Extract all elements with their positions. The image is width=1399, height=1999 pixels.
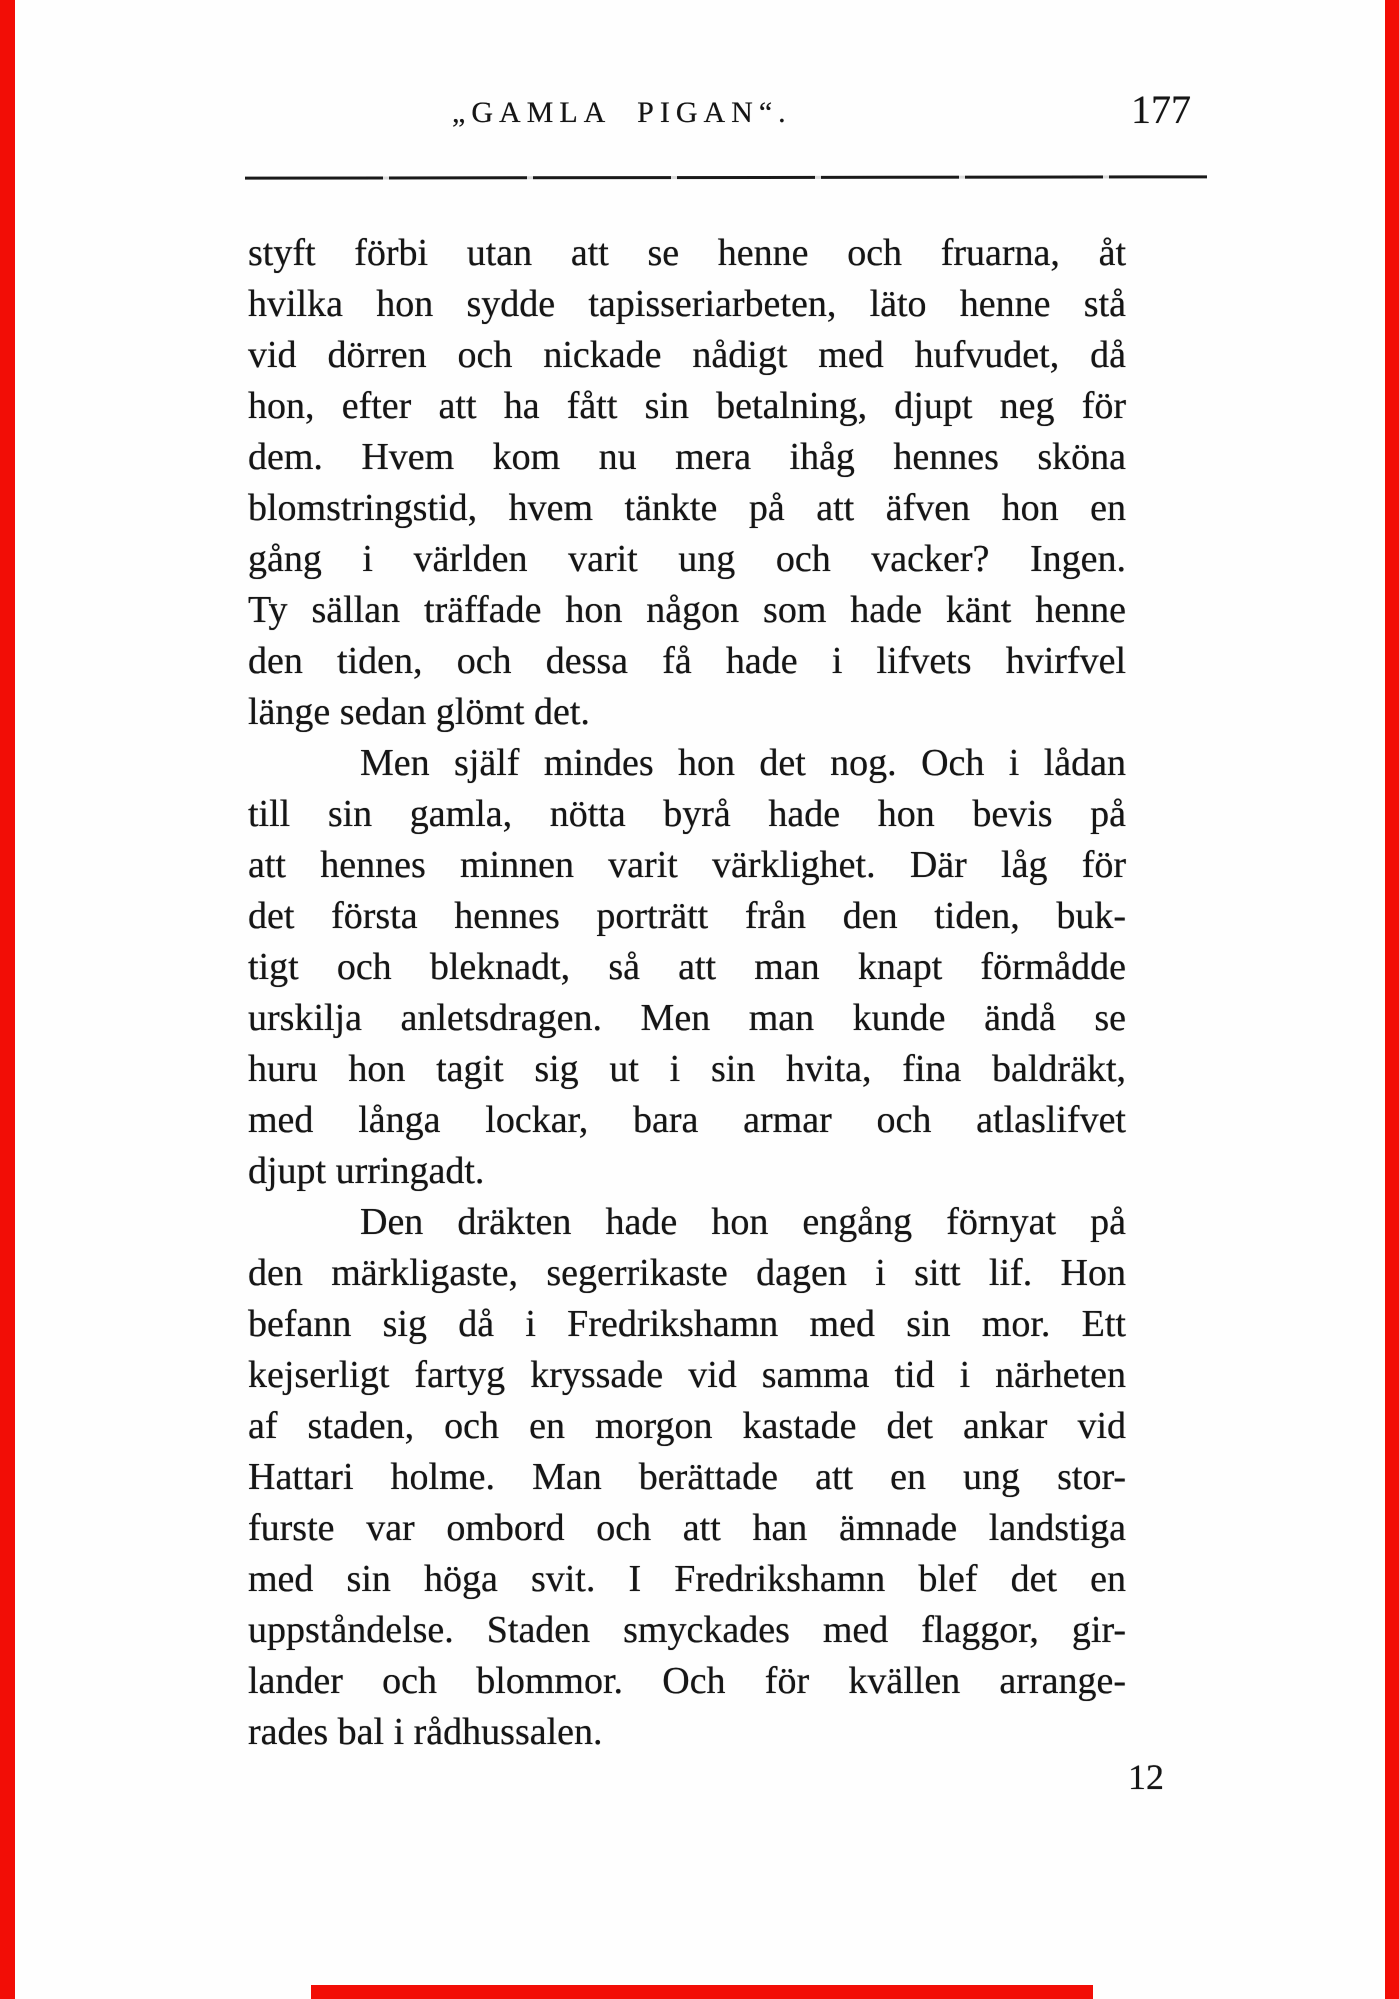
text-line: hon, efter att ha fått sin betalning, djupt neg för xyxy=(248,385,1126,427)
text-line: Hattari holme. Man berättade att en ung stor- xyxy=(248,1456,1126,1498)
text-line: länge sedan glömt det. xyxy=(248,691,590,733)
text-line: den märkligaste, segerrikaste dagen i sitt lif. Hon xyxy=(248,1252,1126,1294)
text-line: Men själf mindes hon det nog. Och i lådan xyxy=(360,742,1126,784)
text-line: furste var ombord och att han ämnade landstiga xyxy=(248,1507,1126,1549)
text-line: blomstringstid, hvem tänkte på att äfven hon en xyxy=(248,487,1126,529)
scan-edge-right xyxy=(1385,0,1399,1999)
text-line: styft förbi utan att se henne och fruarna, åt xyxy=(248,232,1126,274)
text-line: urskilja anletsdragen. Men man kunde ändå se xyxy=(248,997,1126,1039)
text-line: det första hennes porträtt från den tiden, buk- xyxy=(248,895,1126,937)
chapter-title: „GAMLA PIGAN“. xyxy=(452,96,792,129)
text-line: uppståndelse. Staden smyckades med flaggor, gir- xyxy=(248,1609,1126,1651)
text-line: Den dräkten hade hon engång förnyat på xyxy=(360,1201,1126,1243)
signature-mark: 12 xyxy=(1128,1757,1164,1797)
scan-edge-bottom xyxy=(311,1985,1093,1999)
text-line: af staden, och en morgon kastade det ankar vid xyxy=(248,1405,1126,1447)
text-line: tigt och bleknadt, så att man knapt förmådde xyxy=(248,946,1126,988)
text-line: vid dörren och nickade nådigt med hufvudet, då xyxy=(248,334,1126,376)
text-line: Ty sällan träffade hon någon som hade känt henne xyxy=(248,589,1126,631)
text-line: hvilka hon sydde tapisseriarbeten, läto henne stå xyxy=(248,283,1126,325)
text-line: kejserligt fartyg kryssade vid samma tid i närheten xyxy=(248,1354,1126,1396)
text-line: djupt urringadt. xyxy=(248,1150,485,1192)
text-line: den tiden, och dessa få hade i lifvets hvirfvel xyxy=(248,640,1126,682)
text-line: till sin gamla, nötta byrå hade hon bevis på xyxy=(248,793,1126,835)
text-line: med långa lockar, bara armar och atlaslifvet xyxy=(248,1099,1126,1141)
text-line: huru hon tagit sig ut i sin hvita, fina baldräkt, xyxy=(248,1048,1126,1090)
text-line: lander och blommor. Och för kvällen arrange- xyxy=(248,1660,1126,1702)
text-line: befann sig då i Fredrikshamn med sin mor. Ett xyxy=(248,1303,1126,1345)
text-line: dem. Hvem kom nu mera ihåg hennes sköna xyxy=(248,436,1126,478)
body-text xyxy=(248,228,1126,1758)
running-header xyxy=(0,87,1399,136)
text-line: gång i världen varit ung och vacker? Ingen. xyxy=(248,538,1126,580)
text-line: att hennes minnen varit värklighet. Där låg för xyxy=(248,844,1126,886)
text-line: rades bal i rådhussalen. xyxy=(248,1711,603,1753)
scan-edge-left xyxy=(0,0,15,1999)
page-number: 177 xyxy=(1131,87,1191,132)
header-rule xyxy=(245,175,1207,179)
text-line: med sin höga svit. I Fredrikshamn blef det en xyxy=(248,1558,1126,1600)
